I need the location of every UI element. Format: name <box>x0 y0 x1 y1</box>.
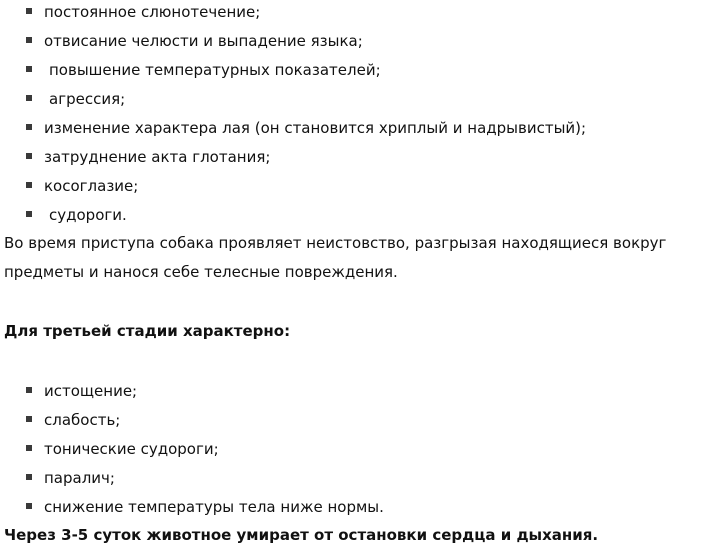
square-bullet-icon <box>26 387 32 393</box>
closing-statement: Через 3-5 суток животное умирает от остановки сердца и дыхания. <box>4 526 599 544</box>
list-item <box>0 377 384 406</box>
square-bullet-icon <box>26 153 32 159</box>
list-item-text: постоянное слюнотечение; <box>44 3 261 21</box>
list-item <box>0 56 586 85</box>
list-item <box>0 201 586 230</box>
list-item <box>0 114 586 143</box>
list-item-text: истощение; <box>44 382 138 400</box>
square-bullet-icon <box>26 445 32 451</box>
square-bullet-icon <box>26 8 32 14</box>
attack-paragraph-line-1: Во время приступа собака проявляет неистовство, разгрызая находящиеся вокруг <box>4 234 667 252</box>
attack-paragraph-line-2: предметы и нанося себе телесные повреждения. <box>4 263 398 281</box>
square-bullet-icon <box>26 95 32 101</box>
list-item <box>0 0 586 27</box>
list-item <box>0 493 384 522</box>
square-bullet-icon <box>26 416 32 422</box>
list-item <box>0 435 384 464</box>
list-item-text: косоглазие; <box>44 177 139 195</box>
list-item <box>0 143 586 172</box>
list-item-text: тонические судороги; <box>44 440 219 458</box>
list-item <box>0 85 586 114</box>
list-item-text: агрессия; <box>49 90 126 108</box>
square-bullet-icon <box>26 66 32 72</box>
square-bullet-icon <box>26 124 32 130</box>
list-item-text: отвисание челюсти и выпадение языка; <box>44 32 363 50</box>
list-item-text: изменение характера лая (он становится хриплый и надрывистый); <box>44 119 587 137</box>
square-bullet-icon <box>26 182 32 188</box>
second-stage-symptom-list <box>0 0 586 230</box>
list-item-text: судороги. <box>49 206 127 224</box>
list-item-text: снижение температуры тела ниже нормы. <box>44 498 384 516</box>
list-item <box>0 172 586 201</box>
square-bullet-icon <box>26 37 32 43</box>
list-item <box>0 406 384 435</box>
list-item <box>0 464 384 493</box>
list-item-text: затруднение акта глотания; <box>44 148 271 166</box>
square-bullet-icon <box>26 211 32 217</box>
list-item-text: слабость; <box>44 411 121 429</box>
list-item <box>0 27 586 56</box>
square-bullet-icon <box>26 503 32 509</box>
third-stage-heading: Для третьей стадии характерно: <box>4 322 291 340</box>
list-item-text: паралич; <box>44 469 115 487</box>
list-item-text: повышение температурных показателей; <box>49 61 381 79</box>
square-bullet-icon <box>26 474 32 480</box>
third-stage-symptom-list <box>0 377 384 522</box>
